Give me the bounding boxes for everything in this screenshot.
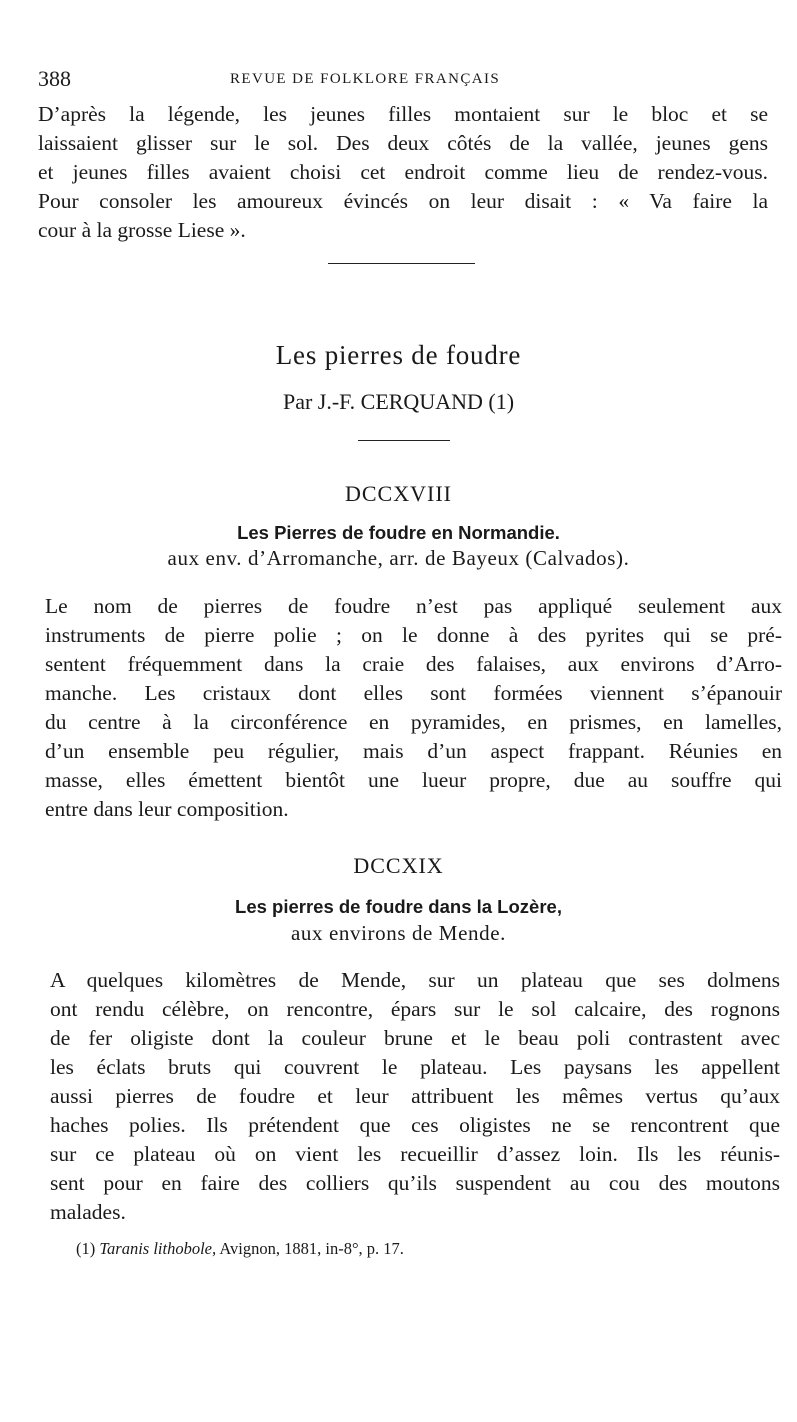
section-number: DCCXVIII — [345, 481, 452, 506]
section-1-paragraph — [45, 592, 782, 824]
text-line: Pour consoler les amoureux évincés on leur disait : « Va faire la — [38, 189, 768, 213]
section-subtitle: aux environs de Mende. — [291, 921, 506, 945]
text-line: instruments de pierre polie ; on le donne à des pyrites qui se pré- — [45, 623, 782, 647]
text-line: manche. Les cristaux dont elles sont formées viennent s’épanouir — [45, 681, 782, 705]
intro-paragraph — [38, 100, 768, 245]
text-line: sur ce plateau où on vient les recueillir d’assez loin. Ils les réunis- — [50, 1142, 780, 1166]
footnote — [76, 1239, 404, 1259]
section-2-paragraph — [50, 966, 780, 1227]
text-line: et jeunes filles avaient choisi cet endroit comme lieu de rendez-vous. — [38, 160, 768, 184]
text-line: malades. — [50, 1200, 126, 1224]
article-byline: Par J.-F. CERQUAND (1) — [282, 389, 515, 414]
text-line: D’après la légende, les jeunes filles montaient sur le bloc et se — [38, 102, 768, 126]
footnote-title: Taranis lithobole, — [99, 1239, 217, 1258]
text-line: haches polies. Ils prétendent que ces oligistes ne se rencontrent que — [50, 1113, 780, 1137]
article-title: Les pierres de foudre — [275, 340, 522, 370]
text-line: de fer oligiste dont la couleur brune et le beau poli contrastent avec — [50, 1026, 780, 1050]
section-subtitle: aux env. d’Arromanche, arr. de Bayeux (Calvados). — [167, 546, 630, 570]
text-line: laissaient glisser sur le sol. Des deux côtés de la vallée, jeunes gens — [38, 131, 768, 155]
text-line: sentent fréquemment dans la craie des falaises, aux environs d’Arro- — [45, 652, 782, 676]
page-number: 388 — [38, 66, 71, 91]
separator-rule — [328, 263, 475, 264]
text-line: aussi pierres de foudre et leur attribuent les mêmes vertus qu’aux — [50, 1084, 780, 1108]
text-line: entre dans leur composition. — [45, 797, 289, 821]
text-line: Le nom de pierres de foudre n’est pas appliqué seulement aux — [45, 594, 782, 618]
text-line: masse, elles émettent bientôt une lueur propre, due au souffre qui — [45, 768, 782, 792]
running-head — [38, 66, 768, 94]
text-line: d’un ensemble peu régulier, mais d’un aspect frappant. Réunies en — [45, 739, 782, 763]
text-line: A quelques kilomètres de Mende, sur un plateau que ses dolmens — [50, 968, 780, 992]
footnote-marker: (1) — [76, 1239, 96, 1258]
section-title: Les pierres de foudre dans la Lozère, — [235, 896, 562, 917]
section-number: DCCXIX — [353, 853, 444, 878]
title-rule — [358, 440, 450, 441]
journal-title: REVUE DE FOLKLORE FRANÇAIS — [230, 71, 501, 87]
section-title: Les Pierres de foudre en Normandie. — [237, 522, 560, 543]
footnote-details: Avignon, 1881, in-8°, p. 17. — [219, 1239, 404, 1258]
text-line: cour à la grosse Liese ». — [38, 218, 246, 242]
text-line: du centre à la circonférence en pyramides, en prismes, en lamelles, — [45, 710, 782, 734]
text-line: sent pour en faire des colliers qu’ils suspendent au cou des moutons — [50, 1171, 780, 1195]
text-line: ont rendu célèbre, on rencontre, épars sur le sol calcaire, des rognons — [50, 997, 780, 1021]
text-line: les éclats bruts qui couvrent le plateau. Les paysans les appellent — [50, 1055, 780, 1079]
